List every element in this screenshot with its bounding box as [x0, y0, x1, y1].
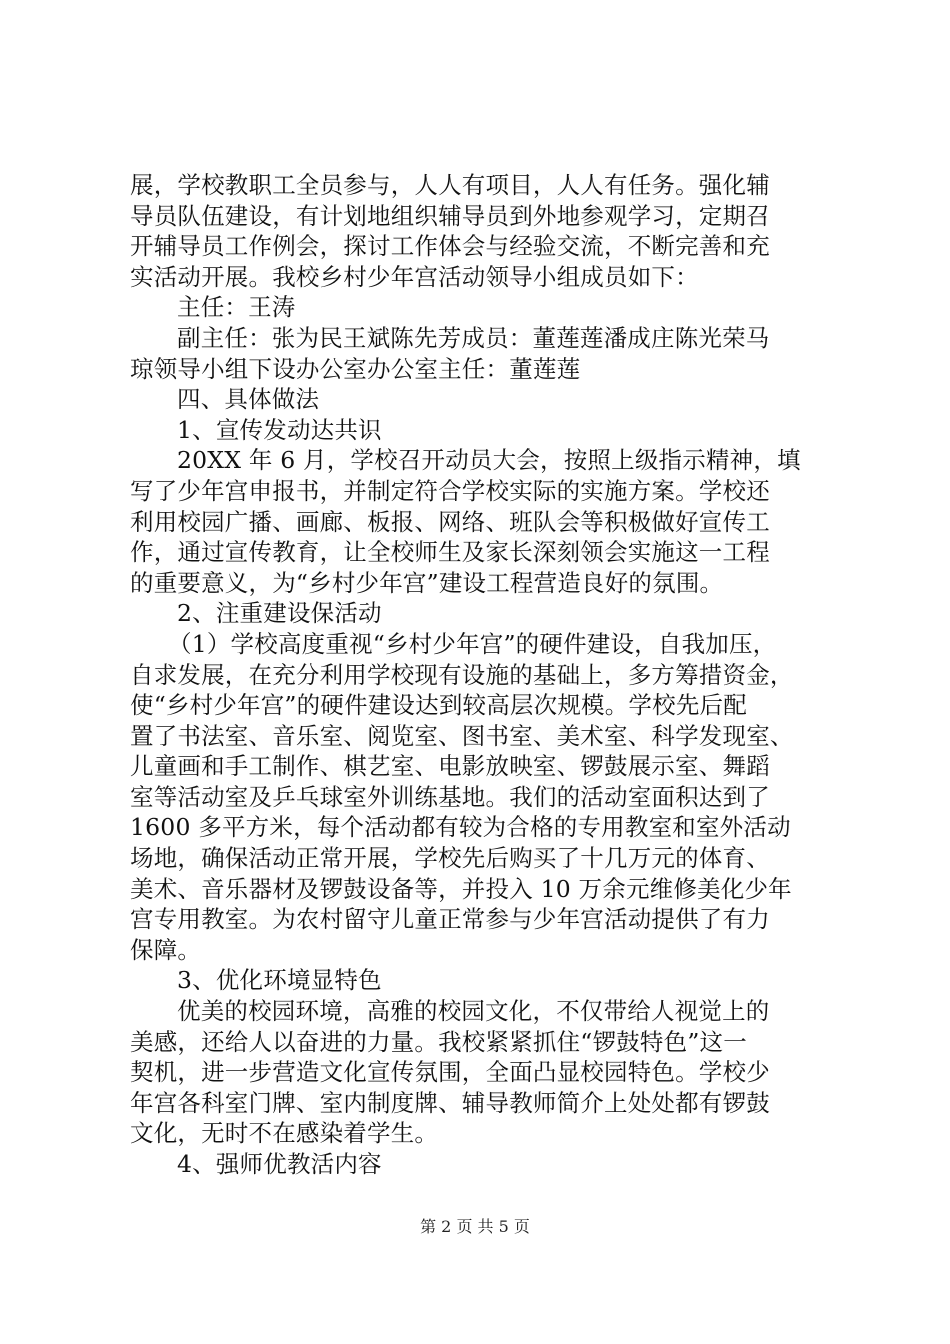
text-line: （1）学校高度重视“乡村少年宫”的硬件建设，自我加压，: [168, 629, 777, 658]
text-line: 使“乡村少年宫”的硬件建设达到较高层次规模。学校先后配: [130, 691, 747, 720]
text-line: 2、注重建设保活动: [177, 599, 382, 628]
text-line: 场地，确保活动正常开展，学校先后购买了十几万元的体育、: [130, 844, 770, 873]
text-line: 文化，无时不在感染着学生。: [130, 1119, 439, 1148]
text-line: 自求发展，在充分利用学校现有设施的基础上，多方筹措资金，: [130, 660, 794, 689]
text-line: 美术、音乐器材及锣鼓设备等，并投入 10 万余元维修美化少年: [130, 874, 792, 903]
document-body: [130, 170, 830, 1180]
text-line: 导员队伍建设，有计划地组织辅导员到外地参观学习，定期召: [130, 201, 770, 230]
text-line: 室等活动室及乒乓球室外训练基地。我们的活动室面积达到了: [130, 782, 770, 811]
text-line: 契机，进一步营造文化宣传氛围，全面凸显校园特色。学校少: [130, 1058, 770, 1087]
text-line: 写了少年宫申报书，并制定符合学校实际的实施方案。学校还: [130, 476, 770, 505]
text-line: 3、优化环境显特色: [177, 966, 382, 995]
text-line: 四、具体做法: [177, 385, 320, 414]
page-number-label: 第 2 页 共 5 页: [420, 1217, 530, 1236]
text-line: 20XX 年 6 月，学校召开动员大会，按照上级指示精神，填: [177, 446, 801, 475]
text-line: 1、宣传发动达共识: [177, 415, 382, 444]
text-line: 保障。: [130, 935, 202, 964]
text-line: 美感，还给人以奋进的力量。我校紧紧抓住“锣鼓特色”这一: [130, 1027, 747, 1056]
text-line: 置了书法室、音乐室、阅览室、图书室、美术室、科学发现室、: [130, 721, 794, 750]
text-line: 利用校园广播、画廊、板报、网络、班队会等积极做好宣传工: [130, 507, 770, 536]
text-line: 琼领导小组下设办公室办公室主任：董莲莲: [130, 354, 581, 383]
text-line: 1600 多平方米，每个活动都有较为合格的专用教室和室外活动: [130, 813, 791, 842]
text-line: 儿童画和手工制作、棋艺室、电影放映室、锣鼓展示室、舞蹈: [130, 752, 770, 781]
page-footer: [0, 1217, 950, 1237]
text-line: 实活动开展。我校乡村少年宫活动领导小组成员如下：: [130, 262, 699, 291]
text-line: 年宫各科室门牌、室内制度牌、辅导教师简介上处处都有锣鼓: [130, 1088, 770, 1117]
text-line: 宫专用教室。为农村留守儿童正常参与少年宫活动提供了有力: [130, 905, 770, 934]
text-line: 开辅导员工作例会，探讨工作体会与经验交流，不断完善和充: [130, 232, 770, 261]
text-line: 优美的校园环境，高雅的校园文化，不仅带给人视觉上的: [177, 997, 770, 1026]
text-line: 4、强师优教活内容: [177, 1150, 382, 1178]
text-line: 副主任：张为民王斌陈先芳成员：董莲莲潘成庄陈光荣马: [177, 323, 770, 352]
text-line: 主任：王涛: [177, 293, 296, 322]
text-line: 展，学校教职工全员参与，人人有项目，人人有任务。强化辅: [130, 171, 770, 199]
text-line: 作，通过宣传教育，让全校师生及家长深刻领会实施这一工程: [130, 538, 770, 567]
text-line: 的重要意义，为“乡村少年宫”建设工程营造良好的氛围。: [130, 568, 724, 597]
